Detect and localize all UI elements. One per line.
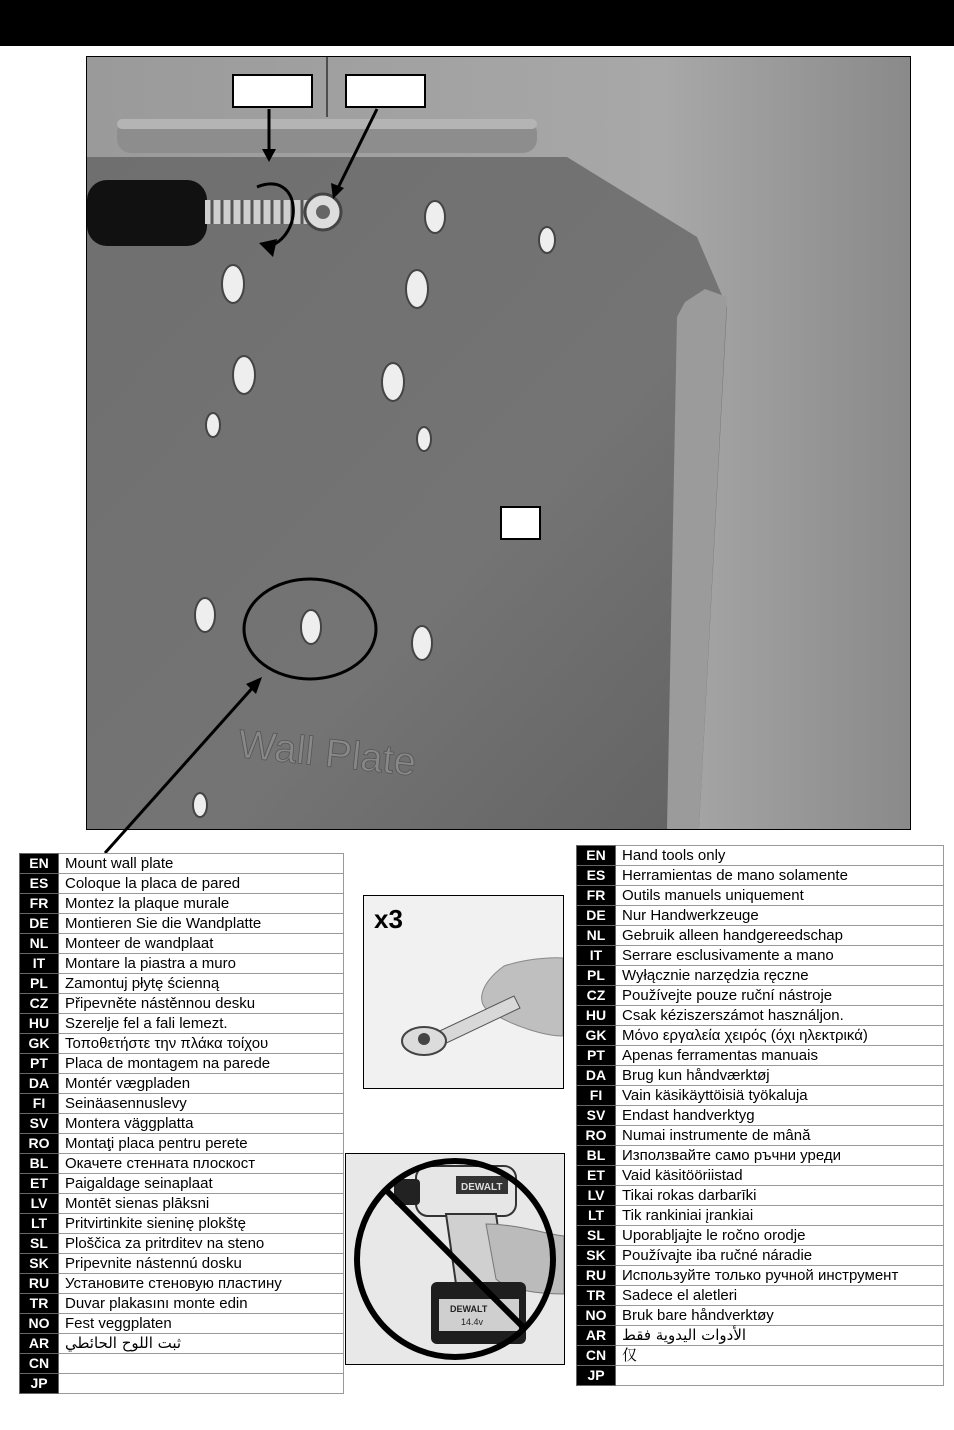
instruction-text: Vain käsikäyttöisiä työkaluja (616, 1086, 944, 1106)
language-row (577, 1006, 944, 1026)
mount-wall-plate-table (19, 853, 344, 1394)
instruction-text: Pripevnite nástennú dosku (59, 1254, 344, 1274)
instruction-text: Montēt sienas plāksni (59, 1194, 344, 1214)
language-row (20, 854, 344, 874)
language-code: HU (577, 1006, 616, 1026)
instruction-text: Monteer de wandplaat (59, 934, 344, 954)
language-row (577, 1266, 944, 1286)
language-code: DE (577, 906, 616, 926)
language-row (20, 894, 344, 914)
instruction-text: Szerelje fel a fali lemezt. (59, 1014, 344, 1034)
language-code: BL (577, 1146, 616, 1166)
instruction-text: Paigaldage seinaplaat (59, 1174, 344, 1194)
language-code: NO (577, 1306, 616, 1326)
language-code: DA (20, 1074, 59, 1094)
language-row (20, 1014, 344, 1034)
language-row (577, 1046, 944, 1066)
instruction-text: Ploščica za pritrditev na steno (59, 1234, 344, 1254)
language-code: HU (20, 1014, 59, 1034)
no-power-drill-panel (345, 1153, 565, 1365)
instruction-text: Uporabljajte le ročno orodje (616, 1226, 944, 1246)
instruction-text (59, 1374, 344, 1394)
language-row (577, 1286, 944, 1306)
language-code: GK (577, 1026, 616, 1046)
instruction-text: Установите стеновую пластину (59, 1274, 344, 1294)
language-code: CZ (577, 986, 616, 1006)
language-row (577, 1126, 944, 1146)
instruction-text: Seinäasennuslevy (59, 1094, 344, 1114)
battery-voltage-label: 14.4v (461, 1317, 484, 1327)
language-code: FR (577, 886, 616, 906)
language-code: LT (577, 1206, 616, 1226)
language-code: SL (20, 1234, 59, 1254)
instruction-text: Připevněte nástěnnou desku (59, 994, 344, 1014)
language-row (577, 1106, 944, 1126)
language-code: SV (577, 1106, 616, 1126)
language-code: NL (577, 926, 616, 946)
language-row (20, 974, 344, 994)
instruction-text: Apenas ferramentas manuais (616, 1046, 944, 1066)
language-code: ES (20, 874, 59, 894)
language-code: JP (20, 1374, 59, 1394)
instruction-text: Vaid käsitööriistad (616, 1166, 944, 1186)
instruction-text: Bruk bare håndverktøy (616, 1306, 944, 1326)
instruction-text: Tik rankiniai įrankiai (616, 1206, 944, 1226)
embossed-wall-plate-text: Wall Plate (236, 722, 419, 785)
hand-tools-only-table (576, 845, 944, 1386)
instruction-text: Pritvirtinkite sieninę plokštę (59, 1214, 344, 1234)
language-code: CZ (20, 994, 59, 1014)
language-code: TR (20, 1294, 59, 1314)
language-code: FI (577, 1086, 616, 1106)
ratchet-panel (363, 895, 564, 1089)
instruction-text: الأدوات اليدوية فقط (616, 1326, 944, 1346)
language-code: SV (20, 1114, 59, 1134)
language-row (577, 966, 944, 986)
instruction-text: Outils manuels uniquement (616, 886, 944, 906)
instruction-text (616, 1366, 944, 1386)
language-code: RO (20, 1134, 59, 1154)
instruction-text: Tikai rokas darbarīki (616, 1186, 944, 1206)
language-code: CN (577, 1346, 616, 1366)
language-row (577, 866, 944, 886)
instruction-text: Fest veggplaten (59, 1314, 344, 1334)
language-code: ET (577, 1166, 616, 1186)
instruction-text: ثبت اللوح الحائطي (59, 1334, 344, 1354)
instruction-text: Používajte iba ručné náradie (616, 1246, 944, 1266)
language-row (577, 946, 944, 966)
language-row (20, 1254, 344, 1274)
language-code: SK (20, 1254, 59, 1274)
language-row (577, 906, 944, 926)
instruction-text: Gebruik alleen handgereedschap (616, 926, 944, 946)
language-row (577, 1206, 944, 1226)
language-row (577, 846, 944, 866)
language-row (20, 1174, 344, 1194)
instruction-text: Mount wall plate (59, 854, 344, 874)
language-code: IT (577, 946, 616, 966)
language-row (20, 874, 344, 894)
instruction-text: Montez la plaque murale (59, 894, 344, 914)
instruction-text: Endast handverktyg (616, 1106, 944, 1126)
instruction-text: Montera väggplatta (59, 1114, 344, 1134)
instruction-text: Используйте только ручной инструмент (616, 1266, 944, 1286)
language-row (577, 1306, 944, 1326)
language-code: TR (577, 1286, 616, 1306)
instruction-text: Montaţi placa pentru perete (59, 1134, 344, 1154)
instruction-text: Sadece el aletleri (616, 1286, 944, 1306)
language-code: PL (577, 966, 616, 986)
language-code: DE (20, 914, 59, 934)
language-row (577, 1026, 944, 1046)
instruction-text: Montieren Sie die Wandplatte (59, 914, 344, 934)
language-code: AR (577, 1326, 616, 1346)
language-row (20, 954, 344, 974)
language-code: SL (577, 1226, 616, 1246)
language-code: RU (20, 1274, 59, 1294)
drill-brand-label: DEWALT (461, 1182, 503, 1193)
instruction-text: Duvar plakasını monte edin (59, 1294, 344, 1314)
instruction-text: Používejte pouze ruční nástroje (616, 986, 944, 1006)
language-row (20, 1074, 344, 1094)
language-row (20, 934, 344, 954)
language-code: ET (20, 1174, 59, 1194)
instruction-text: Numai instrumente de mână (616, 1126, 944, 1146)
language-row (20, 1154, 344, 1174)
language-row (20, 1294, 344, 1314)
language-row (577, 986, 944, 1006)
instruction-text: Montér vægpladen (59, 1074, 344, 1094)
language-code: FI (20, 1094, 59, 1114)
instruction-text: Nur Handwerkzeuge (616, 906, 944, 926)
instruction-text: Използвайте само ръчни уреди (616, 1146, 944, 1166)
language-code: IT (20, 954, 59, 974)
language-row (20, 1374, 344, 1394)
language-row (577, 1246, 944, 1266)
language-row (20, 1194, 344, 1214)
quantity-label: x3 (374, 904, 403, 934)
language-row (20, 1054, 344, 1074)
language-code: LV (577, 1186, 616, 1206)
instruction-text: Coloque la placa de pared (59, 874, 344, 894)
instruction-text: Τοποθετήστε την πλάκα τοίχου (59, 1034, 344, 1054)
language-code: RO (577, 1126, 616, 1146)
language-row (20, 1134, 344, 1154)
language-row (577, 1326, 944, 1346)
language-row (20, 914, 344, 934)
language-code: LT (20, 1214, 59, 1234)
language-code: ES (577, 866, 616, 886)
instruction-text: Serrare esclusivamente a mano (616, 946, 944, 966)
instruction-text: Zamontuj płytę ścienną (59, 974, 344, 994)
language-code: NO (20, 1314, 59, 1334)
language-row (20, 1114, 344, 1134)
instruction-text: 仅 (616, 1346, 944, 1366)
language-code: BL (20, 1154, 59, 1174)
instruction-text: Окачете стенната плоскост (59, 1154, 344, 1174)
language-row (20, 1354, 344, 1374)
no-drill-icon (346, 1154, 564, 1364)
instruction-text: Wyłącznie narzędzia ręczne (616, 966, 944, 986)
instruction-text: Csak kéziszerszámot használjon. (616, 1006, 944, 1026)
battery-brand-label: DEWALT (450, 1304, 488, 1314)
language-code: JP (577, 1366, 616, 1386)
language-row (577, 1186, 944, 1206)
instruction-text: Montare la piastra a muro (59, 954, 344, 974)
language-code: PT (20, 1054, 59, 1074)
language-code: AR (20, 1334, 59, 1354)
language-code: PL (20, 974, 59, 994)
language-code: GK (20, 1034, 59, 1054)
language-row (20, 1094, 344, 1114)
language-row (20, 1314, 344, 1334)
language-row (20, 1234, 344, 1254)
language-row (577, 1366, 944, 1386)
language-code: SK (577, 1246, 616, 1266)
language-row (577, 1226, 944, 1246)
language-code: FR (20, 894, 59, 914)
language-row (577, 886, 944, 906)
language-code: NL (20, 934, 59, 954)
language-row (577, 1066, 944, 1086)
instruction-text: Hand tools only (616, 846, 944, 866)
language-code: LV (20, 1194, 59, 1214)
language-row (20, 994, 344, 1014)
language-row (20, 1214, 344, 1234)
instruction-text: Placa de montagem na parede (59, 1054, 344, 1074)
language-row (577, 1166, 944, 1186)
language-code: CN (20, 1354, 59, 1374)
language-code: DA (577, 1066, 616, 1086)
language-row (577, 1146, 944, 1166)
language-code: RU (577, 1266, 616, 1286)
language-row (577, 1086, 944, 1106)
language-row (20, 1034, 344, 1054)
instruction-text: Μόνο εργαλεία χειρός (όχι ηλεκτρικά) (616, 1026, 944, 1046)
language-row (20, 1274, 344, 1294)
instruction-text (59, 1354, 344, 1374)
language-row (577, 926, 944, 946)
instruction-text: Brug kun håndværktøj (616, 1066, 944, 1086)
language-row (20, 1334, 344, 1354)
language-code: PT (577, 1046, 616, 1066)
instruction-text: Herramientas de mano solamente (616, 866, 944, 886)
language-row (577, 1346, 944, 1366)
language-code: EN (577, 846, 616, 866)
language-code: EN (20, 854, 59, 874)
